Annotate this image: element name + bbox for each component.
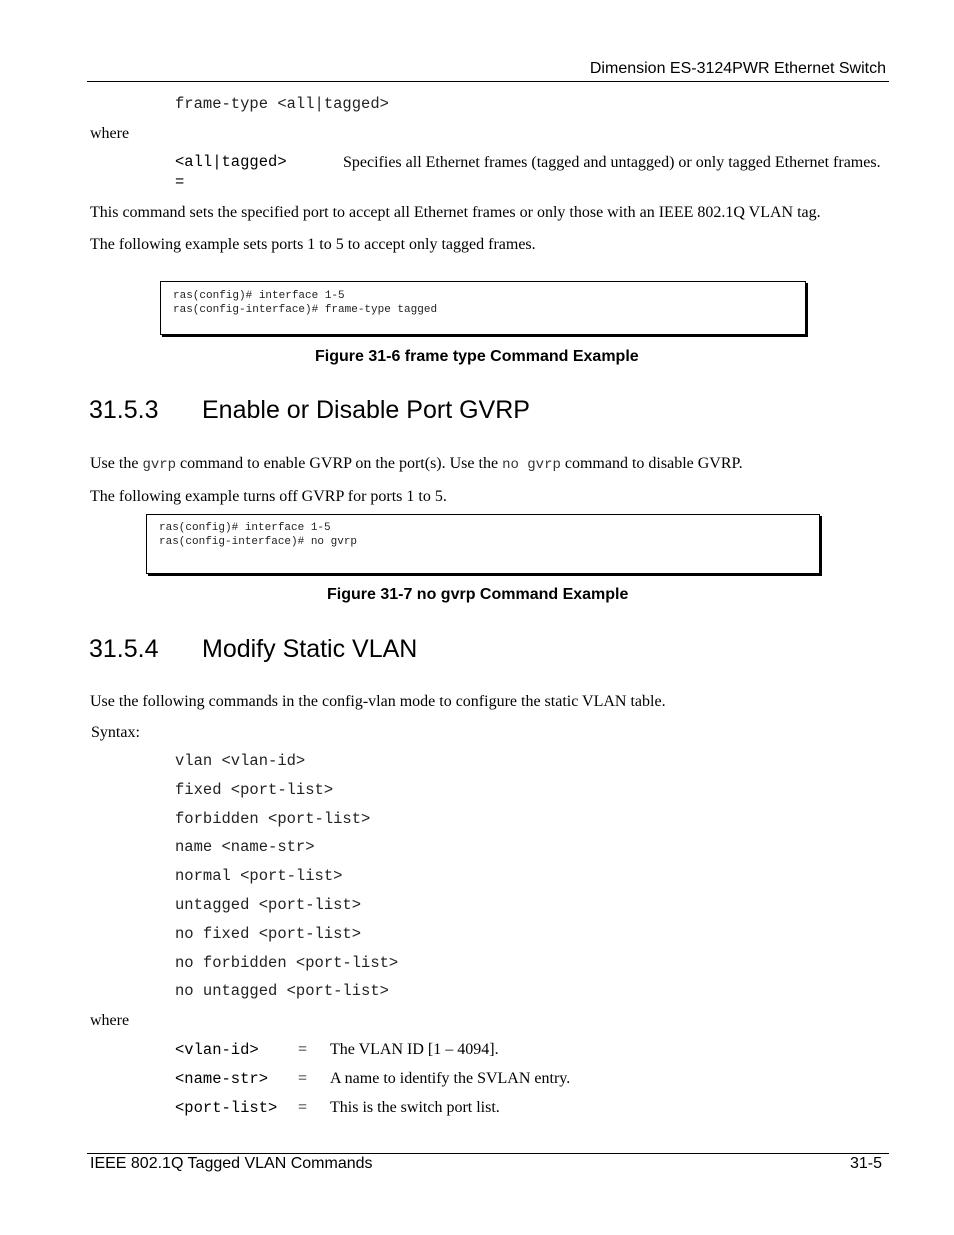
running-header: Dimension ES-3124PWR Ethernet Switch — [589, 60, 886, 77]
figure-caption: Figure 31-7 no gvrp Command Example — [327, 586, 629, 603]
syntax-line: no untagged <port-list> — [175, 982, 389, 1000]
frame-type-term: <all|tagged> — [175, 153, 287, 171]
header-rule — [87, 81, 889, 82]
where-label: where — [90, 1012, 130, 1029]
section-number: 31.5.3 — [89, 396, 159, 424]
syntax-line: untagged <port-list> — [175, 896, 362, 914]
where-desc: A name to identify the SVLAN entry. — [330, 1070, 571, 1087]
section-heading-31-5-3 — [89, 396, 530, 425]
syntax-label: Syntax: — [91, 724, 140, 741]
footer-rule — [87, 1153, 889, 1154]
syntax-line: no fixed <port-list> — [175, 925, 362, 943]
frame-type-para2: The following example sets ports 1 to 5 to accept only tagged frames. — [90, 236, 536, 253]
where-eq: = — [298, 1041, 308, 1058]
syntax-line: no forbidden <port-list> — [175, 954, 399, 972]
syntax-line: normal <port-list> — [175, 867, 343, 885]
section-heading-31-5-4 — [89, 635, 417, 664]
syntax-line: fixed <port-list> — [175, 781, 334, 799]
where-desc: The VLAN ID [1 – 4094]. — [330, 1041, 499, 1058]
section-number: 31.5.4 — [89, 635, 159, 663]
code-line: ras(config)# interface 1-5 — [173, 290, 345, 302]
inline-code: gvrp — [142, 457, 177, 473]
where-eq: = — [298, 1099, 308, 1116]
text-run: Use the — [90, 455, 143, 472]
inline-code: no gvrp — [502, 457, 561, 473]
gvrp-para2: The following example turns off GVRP for ports 1 to 5. — [90, 488, 447, 505]
syntax-line: name <name-str> — [175, 838, 315, 856]
frame-type-code-box — [160, 281, 806, 335]
frame-type-desc: Specifies all Ethernet frames (tagged and untagged) or only tagged Ethernet frames. — [343, 154, 881, 171]
static-vlan-para1: Use the following commands in the config-vlan mode to configure the static VLAN table. — [90, 693, 666, 710]
where-desc: This is the switch port list. — [330, 1099, 500, 1116]
text-run: command to disable GVRP. — [560, 455, 743, 472]
frame-type-syntax: frame-type <all|tagged> — [175, 95, 389, 113]
page-number: 31-5 — [849, 1155, 882, 1172]
code-line: ras(config-interface)# frame-type tagged — [173, 304, 438, 316]
syntax-line: vlan <vlan-id> — [175, 752, 306, 770]
where-eq: = — [298, 1070, 308, 1087]
where-term: <name-str> — [175, 1070, 269, 1088]
section-title: Enable or Disable Port GVRP — [202, 396, 530, 424]
syntax-line: forbidden <port-list> — [175, 810, 371, 828]
footer-chapter-title: IEEE 802.1Q Tagged VLAN Commands — [90, 1155, 373, 1172]
text-run: command to enable GVRP on the port(s). Use the — [176, 455, 503, 472]
frame-type-eq: = — [175, 173, 185, 191]
figure-caption: Figure 31-6 frame type Command Example — [315, 348, 639, 365]
gvrp-para1 — [90, 455, 743, 473]
where-label: where — [90, 125, 130, 142]
section-title: Modify Static VLAN — [202, 635, 418, 663]
code-line: ras(config-interface)# no gvrp — [159, 536, 358, 548]
gvrp-code-box — [146, 514, 820, 574]
frame-type-para1: This command sets the specified port to accept all Ethernet frames or only those with an IEEE 802.1Q VLAN tag. — [90, 204, 821, 221]
where-term: <port-list> — [175, 1099, 278, 1117]
where-term: <vlan-id> — [175, 1041, 259, 1059]
code-line: ras(config)# interface 1-5 — [159, 522, 331, 534]
